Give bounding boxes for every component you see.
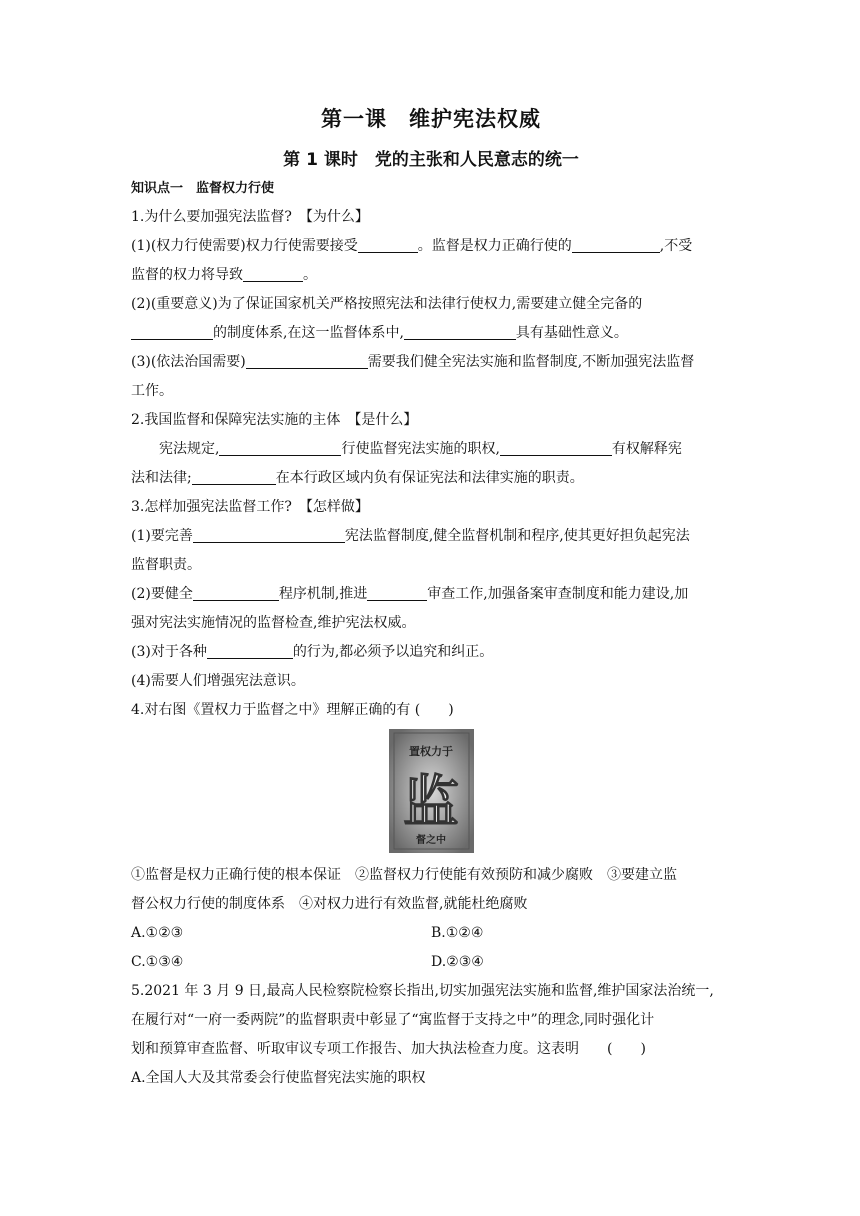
q3-p1-line2: 监督职责。 (131, 557, 201, 573)
q4-options-line2: 督公权力行使的制度体系 ④对权力进行有效监督,就能杜绝腐败 (131, 896, 528, 912)
q4-stem: 4.对右图《置权力于监督之中》理解正确的有 ( ) (131, 702, 454, 718)
figure-container (131, 729, 731, 853)
text-span: 在本行政区域内负有保证宪法和法律实施的职责。 (275, 470, 584, 486)
q5-line1: 5.2021 年 3 月 9 日,最高人民检察院检察长指出,切实加强宪法实施和监督,维护国家法治统一, (131, 983, 714, 999)
text-span: 的制度体系,在这一监督体系中, (213, 325, 404, 341)
q2-line2 (131, 464, 731, 493)
fill-blank[interactable] (246, 352, 368, 369)
illustration-svg (389, 729, 474, 853)
fill-blank[interactable] (193, 526, 345, 543)
fill-blank[interactable] (131, 323, 213, 340)
fill-blank[interactable] (367, 584, 427, 601)
lesson-subtitle: 第 1 课时 党的主张和人民意志的统一 (283, 150, 579, 170)
q5-line3: 划和预算审查监督、听取审议专项工作报告、加大执法检查力度。这表明 ( ) (131, 1041, 646, 1057)
fill-blank[interactable] (572, 236, 660, 253)
q2-line1 (131, 435, 731, 464)
q3-heading: 3.怎样加强宪法监督工作? 【怎样做】 (131, 499, 369, 515)
q1-p1-line1 (131, 232, 731, 261)
text-span: (1)(权力行使需要)权力行使需要接受 (131, 238, 358, 254)
text-span: 宪法规定, (159, 441, 220, 457)
text-span: (2)要健全 (131, 586, 193, 602)
text-span: 法和法律; (131, 470, 192, 486)
choice-a[interactable]: A.①②③ (131, 925, 184, 941)
q4-choices-row2 (131, 948, 731, 977)
text-span: 监督的权力将导致 (131, 267, 243, 283)
lesson-title: 第一课 维护宪法权威 (321, 107, 541, 131)
text-span: 有权解释宪 (611, 441, 682, 457)
fill-blank[interactable] (243, 265, 303, 282)
text-span: ,不受 (659, 238, 693, 254)
q4-choices-row1 (131, 919, 731, 948)
figure-main-glyph: 监 (402, 770, 459, 835)
text-span: (3)对于各种 (131, 644, 207, 660)
q1-p2-line2 (131, 319, 731, 348)
q5-choice-a[interactable]: A.全国人大及其常委会行使监督宪法实施的职权 (131, 1070, 426, 1086)
choice-c[interactable]: C.①③④ (131, 954, 184, 970)
choice-d[interactable]: D.②③④ (431, 954, 484, 970)
q4-options-line1: ①监督是权力正确行使的根本保证 ②监督权力行使能有效预防和减少腐败 ③要建立监 (131, 867, 677, 883)
text-span: 需要我们健全宪法实施和监督制度,不断加强宪法监督 (367, 354, 695, 370)
figure-bottom-text: 督之中 (415, 835, 446, 846)
q3-p4: (4)需要人们增强宪法意识。 (131, 673, 305, 689)
fill-blank[interactable] (500, 439, 612, 456)
q1-heading: 1.为什么要加强宪法监督? 【为什么】 (131, 209, 369, 225)
text-span: 。监督是权力正确行使的 (417, 238, 572, 254)
q1-p3-line2: 工作。 (131, 383, 173, 399)
fill-blank[interactable] (404, 323, 516, 340)
fill-blank[interactable] (207, 642, 293, 659)
fill-blank[interactable] (192, 468, 276, 485)
supervision-illustration (389, 729, 474, 853)
q2-heading: 2.我国监督和保障宪法实施的主体 【是什么】 (131, 412, 418, 428)
text-span: 具有基础性意义。 (515, 325, 628, 341)
text-span: 行使监督宪法实施的职权, (341, 441, 500, 457)
fill-blank[interactable] (193, 584, 279, 601)
q5-line2: 在履行对“一府一委两院”的监督职责中彰显了“寓监督于支持之中”的理念,同时强化计 (131, 1012, 655, 1028)
q1-p3-line1 (131, 348, 731, 377)
text-span: 。 (303, 267, 317, 283)
q3-p2-line2: 强对宪法实施情况的监督检查,维护宪法权威。 (131, 615, 416, 631)
figure-top-text: 置权力于 (408, 745, 453, 758)
q3-p2-line1 (131, 580, 731, 609)
q3-p1-line1 (131, 522, 731, 551)
choice-b[interactable]: B.①②④ (431, 925, 484, 941)
text-span: (1)要完善 (131, 528, 193, 544)
text-span: (3)(依法治国需要) (131, 354, 246, 370)
text-span: 宪法监督制度,健全监督机制和程序,使其更好担负起宪法 (344, 528, 690, 544)
text-span: 审查工作,加强备案审查制度和能力建设,加 (427, 586, 689, 602)
text-span: 的行为,都必须予以追究和纠正。 (292, 644, 494, 660)
document-page (131, 100, 731, 1093)
fill-blank[interactable] (358, 236, 418, 253)
q1-p2-line1: (2)(重要意义)为了保证国家机关严格按照宪法和法律行使权力,需要建立健全完备的 (131, 296, 643, 312)
section-heading: 知识点一 监督权力行使 (131, 181, 275, 196)
fill-blank[interactable] (219, 439, 341, 456)
q1-p1-line2 (131, 261, 731, 290)
text-span: 程序机制,推进 (278, 586, 368, 602)
q3-p3 (131, 638, 731, 667)
